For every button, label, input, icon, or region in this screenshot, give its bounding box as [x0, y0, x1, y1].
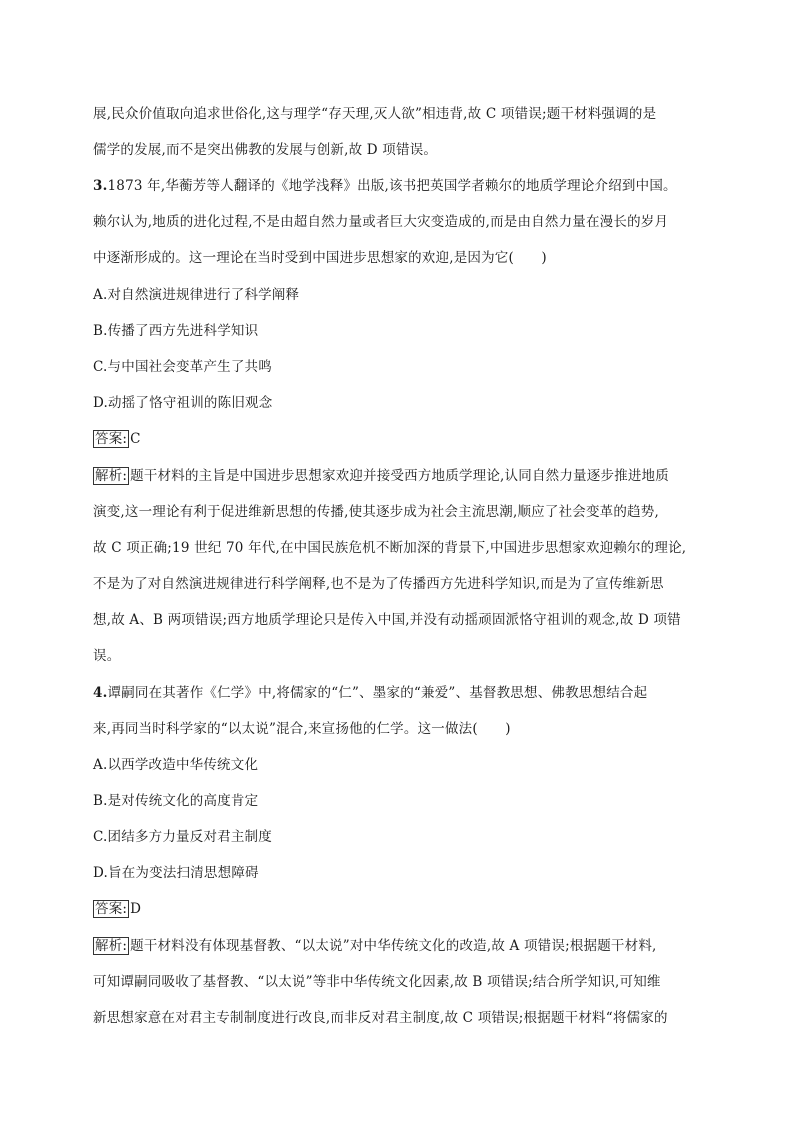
q4-option-d: D.旨在为变法扫清思想障碍 [93, 865, 259, 881]
q3-number: 3. [93, 178, 108, 194]
q4-answer-label: 答案: [95, 901, 128, 917]
q4-stem-text: 谭嗣同在其著作《仁学》中,将儒家的“仁”、墨家的“兼爱”、基督教思想、佛教思想结合起 [107, 685, 648, 701]
q4-stem-line: 来,再同当时科学家的“以太说”混合,来宣扬他的仁学。这一做法( ) [93, 721, 511, 737]
q4-option-a: A.以西学改造中华传统文化 [93, 757, 259, 773]
q3-option-b: B.传播了西方先进科学知识 [93, 323, 259, 339]
q3-stem-line: 赖尔认为,地质的进化过程,不是由超自然力量或者巨大灾变造成的,而是由自然力量在漫长的岁月 [93, 214, 669, 230]
q3-answer-value: C [130, 431, 141, 447]
q4-analysis-line [93, 936, 657, 956]
q3-option-a: A.对自然演进规律进行了科学阐释 [93, 287, 300, 303]
q4-option-b: B.是对传统文化的高度肯定 [93, 793, 259, 809]
q3-option-c: C.与中国社会变革产生了共鸣 [93, 359, 272, 375]
q4-analysis-line: 可知谭嗣同吸收了基督教、“以太说”等非中华传统文化因素,故 B 项错误;结合所学知识,可知维 [93, 974, 661, 990]
q3-analysis-line: 想,故 A、B 两项错误;西方地质学理论只是传入中国,并没有动摇顽固派恪守祖训的观念,故 D 项错 [93, 612, 681, 628]
q4-stem-line [93, 683, 647, 703]
q3-option-d: D.动摇了恪守祖训的陈旧观念 [93, 395, 273, 411]
q3-analysis-line [93, 466, 669, 486]
q3-analysis-line: 误。 [93, 648, 121, 664]
q3-analysis-label: 解析: [95, 468, 128, 484]
q4-number: 4. [93, 685, 108, 701]
q3-stem-text: 1873 年,华蘅芳等人翻译的《地学浅释》出版,该书把英国学者赖尔的地质学理论介绍到中国。 [107, 178, 677, 194]
q4-answer [93, 899, 141, 919]
q3-stem-line [93, 176, 677, 196]
q4-analysis-text: 题干材料没有体现基督教、“以太说”对中华传统文化的改造,故 A 项错误;根据题干材料, [130, 938, 657, 954]
q3-analysis-line: 演变,这一理论有利于促进维新思想的传播,使其逐步成为社会主流思潮,顺应了社会变革的趋势, [93, 504, 659, 520]
q4-option-c: C.团结多方力量反对君主制度 [93, 829, 272, 845]
prev-analysis-line: 儒学的发展,而不是突出佛教的发展与创新,故 D 项错误。 [93, 142, 438, 158]
q3-answer-label: 答案: [95, 431, 128, 447]
q4-answer-value: D [130, 901, 142, 917]
q3-analysis-line: 故 C 项正确;19 世纪 70 年代,在中国民族危机不断加深的背景下,中国进步思想家欢迎赖尔的理论, [93, 540, 687, 556]
prev-analysis-line: 展,民众价值取向追求世俗化,这与理学“存天理,灭人欲”相违背,故 C 项错误;题干材料强调的是 [93, 106, 657, 122]
q3-analysis-text: 题干材料的主旨是中国进步思想家欢迎并接受西方地质学理论,认同自然力量逐步推进地质 [130, 468, 669, 484]
q3-stem-line: 中逐渐形成的。这一理论在当时受到中国进步思想家的欢迎,是因为它( ) [93, 250, 547, 266]
q3-answer [93, 429, 141, 449]
q4-analysis-label: 解析: [95, 938, 128, 954]
q4-analysis-line: 新思想家意在对君主专制制度进行改良,而非反对君主制度,故 C 项错误;根据题干材料“将儒家的 [93, 1010, 668, 1026]
q3-analysis-line: 不是为了对自然演进规律进行科学阐释,也不是为了传播西方先进科学知识,而是为了宣传维新思 [93, 576, 664, 592]
